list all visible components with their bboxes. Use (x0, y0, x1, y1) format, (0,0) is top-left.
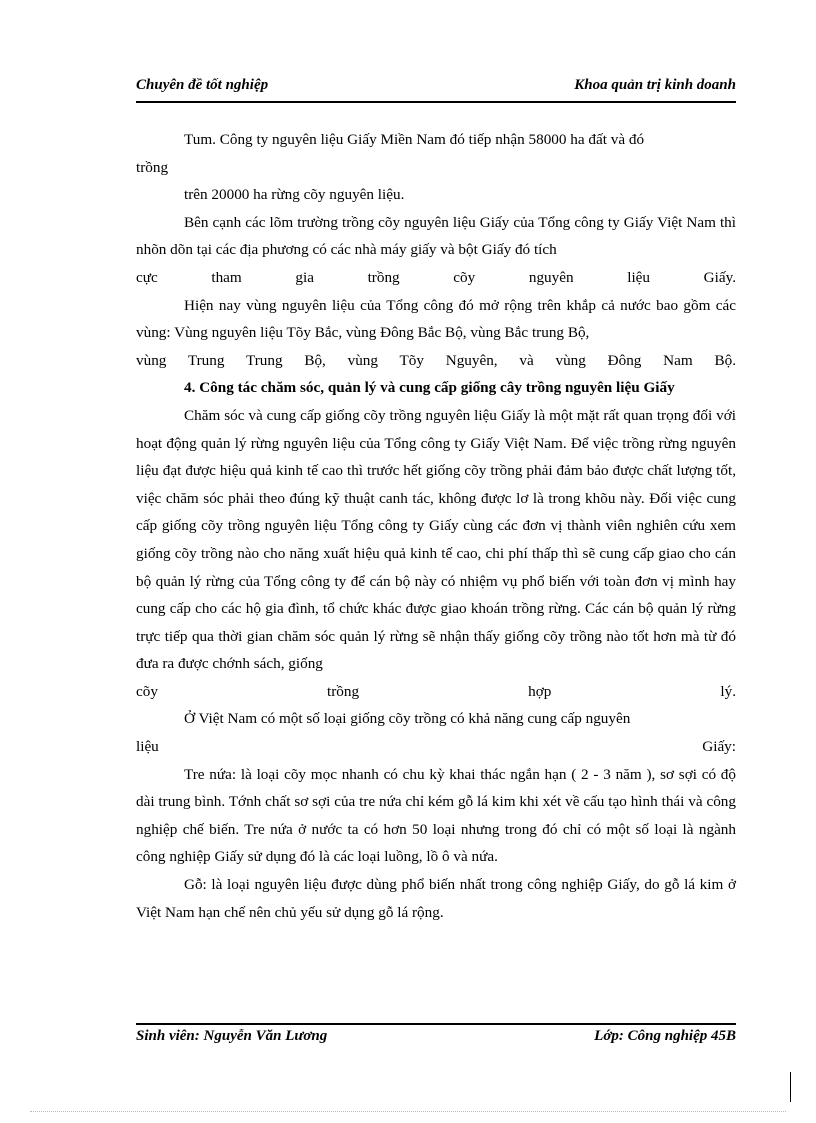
paragraph-3-last-line: cực tham gia trồng cõy nguyên liệu Giấy. (136, 268, 736, 286)
footer-student-name: Sinh viên: Nguyễn Văn Lương (136, 1028, 328, 1044)
header-divider (136, 101, 736, 103)
header-thesis-title: Chuyên đề tốt nghiệp (136, 77, 269, 93)
body-text (136, 126, 736, 926)
paragraph-6: Ở Việt Nam có một số loại giống cõy trồng có khả năng cung cấp nguyên (184, 710, 631, 728)
paragraph-6-last-line: liệu Giấy: (136, 738, 736, 756)
paragraph-8: Gỗ: là loại nguyên liệu được dùng phổ biến nhất trong công nghiệp Giấy, do gỗ lá kim ở Việt Nam hạn chế nên chủ yếu sử dụng gỗ lá rộng. (136, 876, 736, 921)
paragraph-5: Chăm sóc và cung cấp giống cõy trồng nguyên liệu Giấy là một mặt rất quan trọng đối với hoạt động quản lý rừng nguyên liệu của Tổng công ty Giấy Việt Nam. Để việc trồng rừng nguyên liệu đạt được hiệu quả kinh tế cao thì trước hết giống cõy trồng phải đảm bảo được chất lượng tốt, việc chăm sóc phải theo đúng kỹ thuật canh tác, không được lơ là trong khõu này. Đối việc cung cấp giống cõy trồng nguyên liệu Tổng công ty Giấy cùng các đơn vị thành viên nghiên cứu xem giống cõy trồng nào cho năng xuất hiệu quả kinh tế cao, chi phí thấp thì sẽ cung cấp giao cho cán bộ quản lý rừng của Tổng công ty để cán bộ này có nhiệm vụ phổ biến với toàn đơn vị mình hay cung cấp cho các hộ gia đình, tổ chức khác được giao khoán trồng rừng. Các cán bộ quản lý rừng trực tiếp qua thời gian chăm sóc quản lý rừng sẽ nhận thấy giống cõy trồng nào tốt hơn mà từ đó đưa ra được chớnh sách, giống (136, 406, 736, 673)
paragraph-3: Bên cạnh các lõm trường trồng cõy nguyên liệu Giấy của Tổng công ty Giấy Việt Nam thì nhõn dõn tại các địa phương có các nhà máy giấy và bột Giấy đó tích (136, 213, 736, 259)
paragraph-4-last-line: vùng Trung Trung Bộ, vùng Tõy Nguyên, và vùng Đông Nam Bộ. (136, 351, 736, 369)
footer-divider (136, 1023, 736, 1025)
paragraph-1-line-2: trồng (136, 158, 169, 176)
page-bottom-border (30, 1111, 786, 1112)
paragraph-2: trên 20000 ha rừng cõy nguyên liệu. (184, 186, 405, 204)
header-faculty: Khoa quản trị kinh doanh (574, 77, 736, 93)
paragraph-7: Tre nứa: là loại cõy mọc nhanh có chu kỳ khai thác ngắn hạn ( 2 - 3 năm ), sơ sợi có độ dài trung bình. Tớnh chất sơ sợi của tre nứa chỉ kém gỗ lá kim khi xét về cấu tạo hình thái và công nghiệp chế biến. Tre nứa ở nước ta có hơn 50 loại nhưng trong đó chỉ có một số loại là ngành công nghiệp Giấy sử dụng đó là các loại luồng, lồ ô và nứa. (136, 765, 736, 866)
paragraph-5-last-line: cõy trồng hợp lý. (136, 682, 736, 700)
section-heading: 4. Công tác chăm sóc, quản lý và cung cấp giống cây trồng nguyên liệu Giấy (184, 379, 675, 397)
page-header (136, 77, 736, 99)
footer-class: Lớp: Công nghiệp 45B (594, 1028, 736, 1044)
page-footer (136, 1028, 736, 1050)
page-corner-mark (790, 1072, 791, 1102)
paragraph-4: Hiện nay vùng nguyên liệu của Tổng công đó mở rộng trên khắp cả nước bao gồm các vùng: Vùng nguyên liệu Tõy Bắc, vùng Đông Bắc Bộ, vùng Bắc trung Bộ, (136, 296, 736, 342)
paragraph-1-line-1: Tum. Công ty nguyên liệu Giấy Miền Nam đó tiếp nhận 58000 ha đất và đó (184, 131, 645, 148)
